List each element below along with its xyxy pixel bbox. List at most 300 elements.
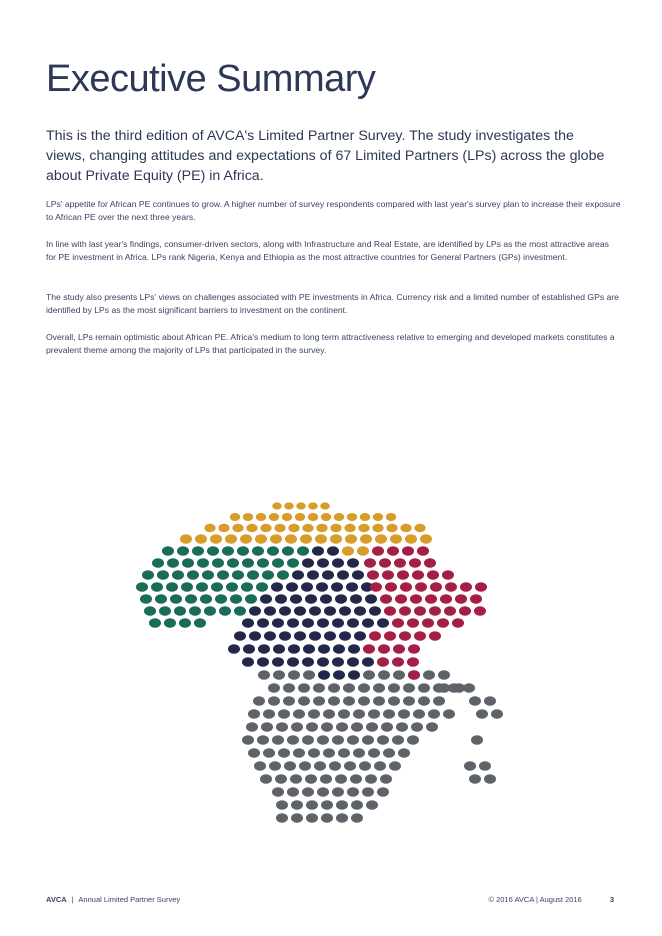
map-dot-central: [294, 631, 306, 641]
map-dot-east: [444, 606, 456, 616]
map-dot-central: [242, 618, 254, 628]
map-dot-east: [422, 618, 434, 628]
map-dot-south: [272, 735, 284, 745]
map-dot-east: [380, 594, 392, 604]
map-dot-east: [452, 618, 464, 628]
map-dot-west: [162, 546, 174, 556]
map-dot-south: [283, 683, 295, 693]
map-dot-central: [339, 631, 351, 641]
map-dot-south: [321, 722, 333, 732]
map-dot-east: [364, 558, 376, 568]
map-dot-central: [309, 631, 321, 641]
map-dot-west: [227, 558, 239, 568]
map-dot-west: [144, 606, 156, 616]
map-dot-west: [189, 606, 201, 616]
map-dot-west: [196, 582, 208, 592]
map-dot-south: [283, 696, 295, 706]
map-dot-east: [399, 606, 411, 616]
map-dot-west: [241, 582, 253, 592]
map-dot-central: [287, 657, 299, 667]
map-dot-south: [351, 813, 363, 823]
map-dot-west: [272, 558, 284, 568]
map-dot-north: [296, 502, 306, 509]
map-dot-east: [402, 546, 414, 556]
map-dot-west: [136, 582, 148, 592]
map-dot-central: [322, 570, 334, 580]
map-dot-east: [400, 582, 412, 592]
body-paragraph-1: LPs' appetite for African PE continues to grow. A higher number of survey respondents compared with last year's survey plan to increase their exposure to African PE over the next three years.: [46, 199, 621, 222]
map-dot-south: [433, 696, 445, 706]
map-dot-west: [247, 570, 259, 580]
map-dot-central: [347, 657, 359, 667]
map-dot-west: [222, 546, 234, 556]
map-dot-central: [302, 618, 314, 628]
map-dot-west: [200, 594, 212, 604]
map-dot-north: [274, 524, 285, 532]
map-dot-east: [437, 618, 449, 628]
map-dot-north: [321, 513, 331, 521]
map-dot-east: [378, 644, 390, 654]
map-dot-east: [382, 570, 394, 580]
map-dot-central: [279, 631, 291, 641]
map-dot-east: [474, 606, 486, 616]
map-dot-south: [258, 670, 270, 680]
map-dot-central: [347, 558, 359, 568]
map-dot-west: [207, 546, 219, 556]
map-dot-south: [362, 735, 374, 745]
map-dot-north: [360, 534, 372, 544]
map-dot-central: [354, 606, 366, 616]
map-dot-south: [338, 748, 350, 758]
map-dot-south: [253, 696, 265, 706]
map-dot-north: [218, 524, 229, 532]
map-dot-south: [398, 748, 410, 758]
map-dot-east: [414, 606, 426, 616]
map-dot-east: [424, 558, 436, 568]
map-dot-central: [362, 657, 374, 667]
map-dot-west: [179, 618, 191, 628]
map-dot-south: [418, 696, 430, 706]
map-dot-west: [164, 618, 176, 628]
map-dot-west: [230, 594, 242, 604]
map-dot-central: [292, 570, 304, 580]
map-dot-south: [276, 813, 288, 823]
map-dot-central: [317, 657, 329, 667]
map-dot-central: [331, 582, 343, 592]
map-dot-west: [219, 606, 231, 616]
map-dot-central: [337, 570, 349, 580]
map-dot-east: [445, 582, 457, 592]
map-dot-central: [243, 644, 255, 654]
map-dot-west: [211, 582, 223, 592]
map-dot-north: [232, 524, 243, 532]
map-dot-north: [420, 534, 432, 544]
map-dot-south: [464, 761, 476, 771]
map-dot-central: [369, 606, 381, 616]
map-dot-south: [359, 761, 371, 771]
map-dot-east: [369, 631, 381, 641]
map-dot-east: [412, 570, 424, 580]
map-dot-north: [302, 524, 313, 532]
map-dot-south: [248, 709, 260, 719]
map-dot-east: [455, 594, 467, 604]
map-dot-north: [246, 524, 257, 532]
map-dot-south: [242, 735, 254, 745]
map-dot-south: [403, 696, 415, 706]
map-dot-north: [269, 513, 279, 521]
body-paragraph-4: Overall, LPs remain optimistic about African PE. Africa's medium to long term attractiveness relative to emerging and developed markets constitutes a prevalent theme among the majority of LPs that participated in the survey.: [46, 332, 615, 355]
map-dot-south: [263, 709, 275, 719]
map-dot-central: [301, 582, 313, 592]
map-dot-north: [272, 502, 282, 509]
map-dot-south: [328, 683, 340, 693]
map-dot-north: [316, 524, 327, 532]
map-dot-south: [418, 683, 430, 693]
map-dot-south: [276, 800, 288, 810]
map-dot-north: [282, 513, 292, 521]
map-dot-south: [272, 787, 284, 797]
map-dot-east: [377, 657, 389, 667]
map-dot-south: [291, 722, 303, 732]
map-dot-central: [377, 618, 389, 628]
map-dot-south: [353, 709, 365, 719]
map-dot-central: [354, 631, 366, 641]
map-dot-south: [290, 774, 302, 784]
map-dot-south: [308, 748, 320, 758]
map-dot-west: [256, 582, 268, 592]
map-dot-west: [202, 570, 214, 580]
map-dot-east: [429, 631, 441, 641]
map-dot-central: [286, 582, 298, 592]
map-dot-central: [348, 644, 360, 654]
map-dot-south: [257, 735, 269, 745]
map-dot-central: [312, 546, 324, 556]
map-dot-south: [388, 683, 400, 693]
map-dot-north: [180, 534, 192, 544]
map-dot-east: [425, 594, 437, 604]
footer-copyright: © 2016 AVCA | August 2016: [488, 895, 582, 904]
map-dot-south: [484, 774, 496, 784]
map-dot-central: [290, 594, 302, 604]
map-dot-north: [342, 546, 354, 556]
map-dot-north: [240, 534, 252, 544]
map-dot-east: [379, 558, 391, 568]
map-dot-south: [358, 696, 370, 706]
map-dot-east: [408, 670, 420, 680]
map-dot-central: [327, 546, 339, 556]
map-dot-south: [469, 774, 481, 784]
map-dot-west: [177, 546, 189, 556]
map-dot-central: [316, 582, 328, 592]
map-dot-south: [366, 722, 378, 732]
map-dot-east: [475, 582, 487, 592]
map-dot-south: [383, 748, 395, 758]
map-dot-central: [324, 631, 336, 641]
map-dot-central: [264, 631, 276, 641]
map-dot-south: [288, 670, 300, 680]
map-dot-south: [336, 722, 348, 732]
map-dot-north: [308, 513, 318, 521]
map-dot-north: [285, 534, 297, 544]
map-dot-south: [284, 761, 296, 771]
map-dot-west: [212, 558, 224, 568]
map-dot-south: [398, 709, 410, 719]
map-dot-east: [394, 558, 406, 568]
map-dot-south: [351, 800, 363, 810]
map-dot-south: [411, 722, 423, 732]
map-dot-south: [323, 748, 335, 758]
map-dot-south: [362, 787, 374, 797]
map-dot-central: [332, 618, 344, 628]
map-dot-central: [257, 657, 269, 667]
map-dot-west: [167, 558, 179, 568]
map-dot-central: [365, 594, 377, 604]
map-dot-south: [396, 722, 408, 732]
map-dot-north: [405, 534, 417, 544]
map-dot-west: [217, 570, 229, 580]
map-dot-central: [272, 657, 284, 667]
map-dot-central: [302, 657, 314, 667]
map-dot-south: [469, 696, 481, 706]
map-dot-west: [234, 606, 246, 616]
map-dot-south: [278, 709, 290, 719]
map-dot-south: [291, 800, 303, 810]
map-dot-west: [142, 570, 154, 580]
page-title: Executive Summary: [46, 58, 376, 100]
map-dot-south: [260, 774, 272, 784]
map-dot-south: [484, 696, 496, 706]
map-dot-east: [372, 546, 384, 556]
map-dot-north: [360, 513, 370, 521]
map-dot-central: [273, 644, 285, 654]
map-dot-west: [170, 594, 182, 604]
map-dot-central: [302, 558, 314, 568]
map-dot-south: [438, 670, 450, 680]
map-dot-south: [389, 761, 401, 771]
map-dot-west: [257, 558, 269, 568]
map-dot-east: [363, 644, 375, 654]
map-dot-south: [246, 722, 258, 732]
map-dot-west: [166, 582, 178, 592]
map-dot-north: [372, 524, 383, 532]
map-dot-west: [149, 618, 161, 628]
map-dot-south: [351, 722, 363, 732]
map-dot-central: [249, 631, 261, 641]
map-dot-central: [242, 657, 254, 667]
map-dot-west: [140, 594, 152, 604]
map-dot-south: [269, 761, 281, 771]
map-dot-central: [260, 594, 272, 604]
map-dot-north: [320, 502, 330, 509]
map-dot-north: [260, 524, 271, 532]
map-dot-east: [442, 570, 454, 580]
map-dot-east: [407, 618, 419, 628]
map-dot-east: [414, 631, 426, 641]
map-dot-north: [334, 513, 344, 521]
map-dot-east: [409, 558, 421, 568]
map-dot-central: [279, 606, 291, 616]
map-dot-east: [392, 618, 404, 628]
map-dot-south: [287, 735, 299, 745]
map-dot-west: [297, 546, 309, 556]
map-dot-south: [278, 748, 290, 758]
map-dot-south: [366, 800, 378, 810]
map-dot-north: [288, 524, 299, 532]
map-dot-south: [344, 761, 356, 771]
map-dot-south: [317, 787, 329, 797]
map-dot-south: [392, 735, 404, 745]
map-dot-north: [256, 513, 266, 521]
map-dot-south: [374, 761, 386, 771]
map-dot-south: [332, 735, 344, 745]
map-dot-east: [393, 644, 405, 654]
map-dot-west: [157, 570, 169, 580]
map-dot-south: [329, 761, 341, 771]
map-dot-central: [287, 618, 299, 628]
map-dot-south: [453, 683, 465, 693]
map-dot-central: [339, 606, 351, 616]
map-dot-south: [413, 709, 425, 719]
map-dot-north: [243, 513, 253, 521]
map-dot-west: [194, 618, 206, 628]
map-dot-east: [387, 546, 399, 556]
map-dot-north: [230, 513, 240, 521]
map-dot-south: [358, 683, 370, 693]
map-dot-south: [323, 709, 335, 719]
map-dot-south: [248, 748, 260, 758]
body-paragraph-2: In line with last year's findings, consumer-driven sectors, along with Infrastructure and Real Estate, are identified by LPs as the most attractive areas for PE investment in Africa. LPs rank Nigeria, Kenya and Ethiopia as the most attractive countries for General Partners (GPs) investment.: [46, 239, 609, 262]
map-dot-central: [347, 618, 359, 628]
map-dot-west: [197, 558, 209, 568]
map-dot-south: [423, 670, 435, 680]
map-dot-south: [306, 722, 318, 732]
map-dot-west: [204, 606, 216, 616]
map-dot-north: [386, 524, 397, 532]
map-dot-south: [321, 813, 333, 823]
map-dot-central: [352, 570, 364, 580]
page-number: 3: [609, 895, 614, 904]
footer-report-name: Annual Limited Partner Survey: [78, 895, 181, 904]
map-dot-south: [336, 800, 348, 810]
map-dot-central: [309, 606, 321, 616]
map-dot-south: [313, 683, 325, 693]
map-dot-south: [381, 722, 393, 732]
map-dot-north: [308, 502, 318, 509]
map-dot-west: [181, 582, 193, 592]
map-dot-east: [470, 594, 482, 604]
map-dot-central: [317, 618, 329, 628]
map-dot-central: [318, 644, 330, 654]
map-dot-central: [350, 594, 362, 604]
map-dot-south: [347, 735, 359, 745]
map-dot-south: [476, 709, 488, 719]
map-dot-south: [380, 774, 392, 784]
map-dot-north: [344, 524, 355, 532]
map-dot-west: [155, 594, 167, 604]
map-dot-east: [397, 570, 409, 580]
map-dot-south: [291, 813, 303, 823]
map-dot-west: [215, 594, 227, 604]
map-dot-south: [254, 761, 266, 771]
footer-separator: |: [71, 895, 74, 904]
map-dot-north: [373, 513, 383, 521]
map-dot-east: [429, 606, 441, 616]
map-dot-south: [491, 709, 503, 719]
map-dot-south: [261, 722, 273, 732]
map-dot-central: [271, 582, 283, 592]
map-dot-east: [459, 606, 471, 616]
map-dot-west: [267, 546, 279, 556]
map-dot-west: [187, 570, 199, 580]
map-dot-south: [403, 683, 415, 693]
map-dot-south: [377, 735, 389, 745]
map-dot-south: [443, 709, 455, 719]
map-dot-north: [300, 534, 312, 544]
map-dot-south: [383, 709, 395, 719]
map-dot-south: [365, 774, 377, 784]
map-dot-central: [257, 618, 269, 628]
map-dot-north: [270, 534, 282, 544]
map-dot-west: [282, 546, 294, 556]
map-dot-south: [343, 683, 355, 693]
map-dot-north: [330, 524, 341, 532]
map-dot-central: [272, 618, 284, 628]
map-dot-south: [438, 683, 450, 693]
map-dot-north: [358, 524, 369, 532]
map-dot-south: [353, 748, 365, 758]
map-dot-west: [277, 570, 289, 580]
map-dot-west: [174, 606, 186, 616]
footer-brand: AVCA: [46, 895, 67, 904]
map-dot-north: [210, 534, 222, 544]
map-dot-south: [268, 696, 280, 706]
map-dot-south: [317, 735, 329, 745]
map-dot-east: [385, 582, 397, 592]
map-dot-south: [368, 709, 380, 719]
map-dot-west: [252, 546, 264, 556]
map-dot-north: [225, 534, 237, 544]
map-dot-central: [362, 618, 374, 628]
map-dot-south: [305, 774, 317, 784]
map-dot-west: [192, 546, 204, 556]
map-dot-south: [298, 683, 310, 693]
map-dot-north: [414, 524, 425, 532]
map-dot-south: [338, 709, 350, 719]
map-dot-west: [242, 558, 254, 568]
map-dot-west: [245, 594, 257, 604]
map-dot-south: [332, 787, 344, 797]
map-dot-south: [426, 722, 438, 732]
map-dot-central: [234, 631, 246, 641]
map-dot-south: [273, 670, 285, 680]
map-dot-south: [287, 787, 299, 797]
map-dot-east: [460, 582, 472, 592]
map-dot-north: [386, 513, 396, 521]
map-dot-south: [276, 722, 288, 732]
map-dot-west: [152, 558, 164, 568]
map-dot-central: [333, 670, 345, 680]
map-dot-west: [185, 594, 197, 604]
map-dot-south: [321, 800, 333, 810]
map-dot-west: [172, 570, 184, 580]
map-dot-south: [350, 774, 362, 784]
map-dot-south: [303, 670, 315, 680]
map-dot-south: [407, 735, 419, 745]
map-dot-south: [275, 774, 287, 784]
map-dot-central: [346, 582, 358, 592]
map-dot-north: [345, 534, 357, 544]
map-dot-north: [375, 534, 387, 544]
